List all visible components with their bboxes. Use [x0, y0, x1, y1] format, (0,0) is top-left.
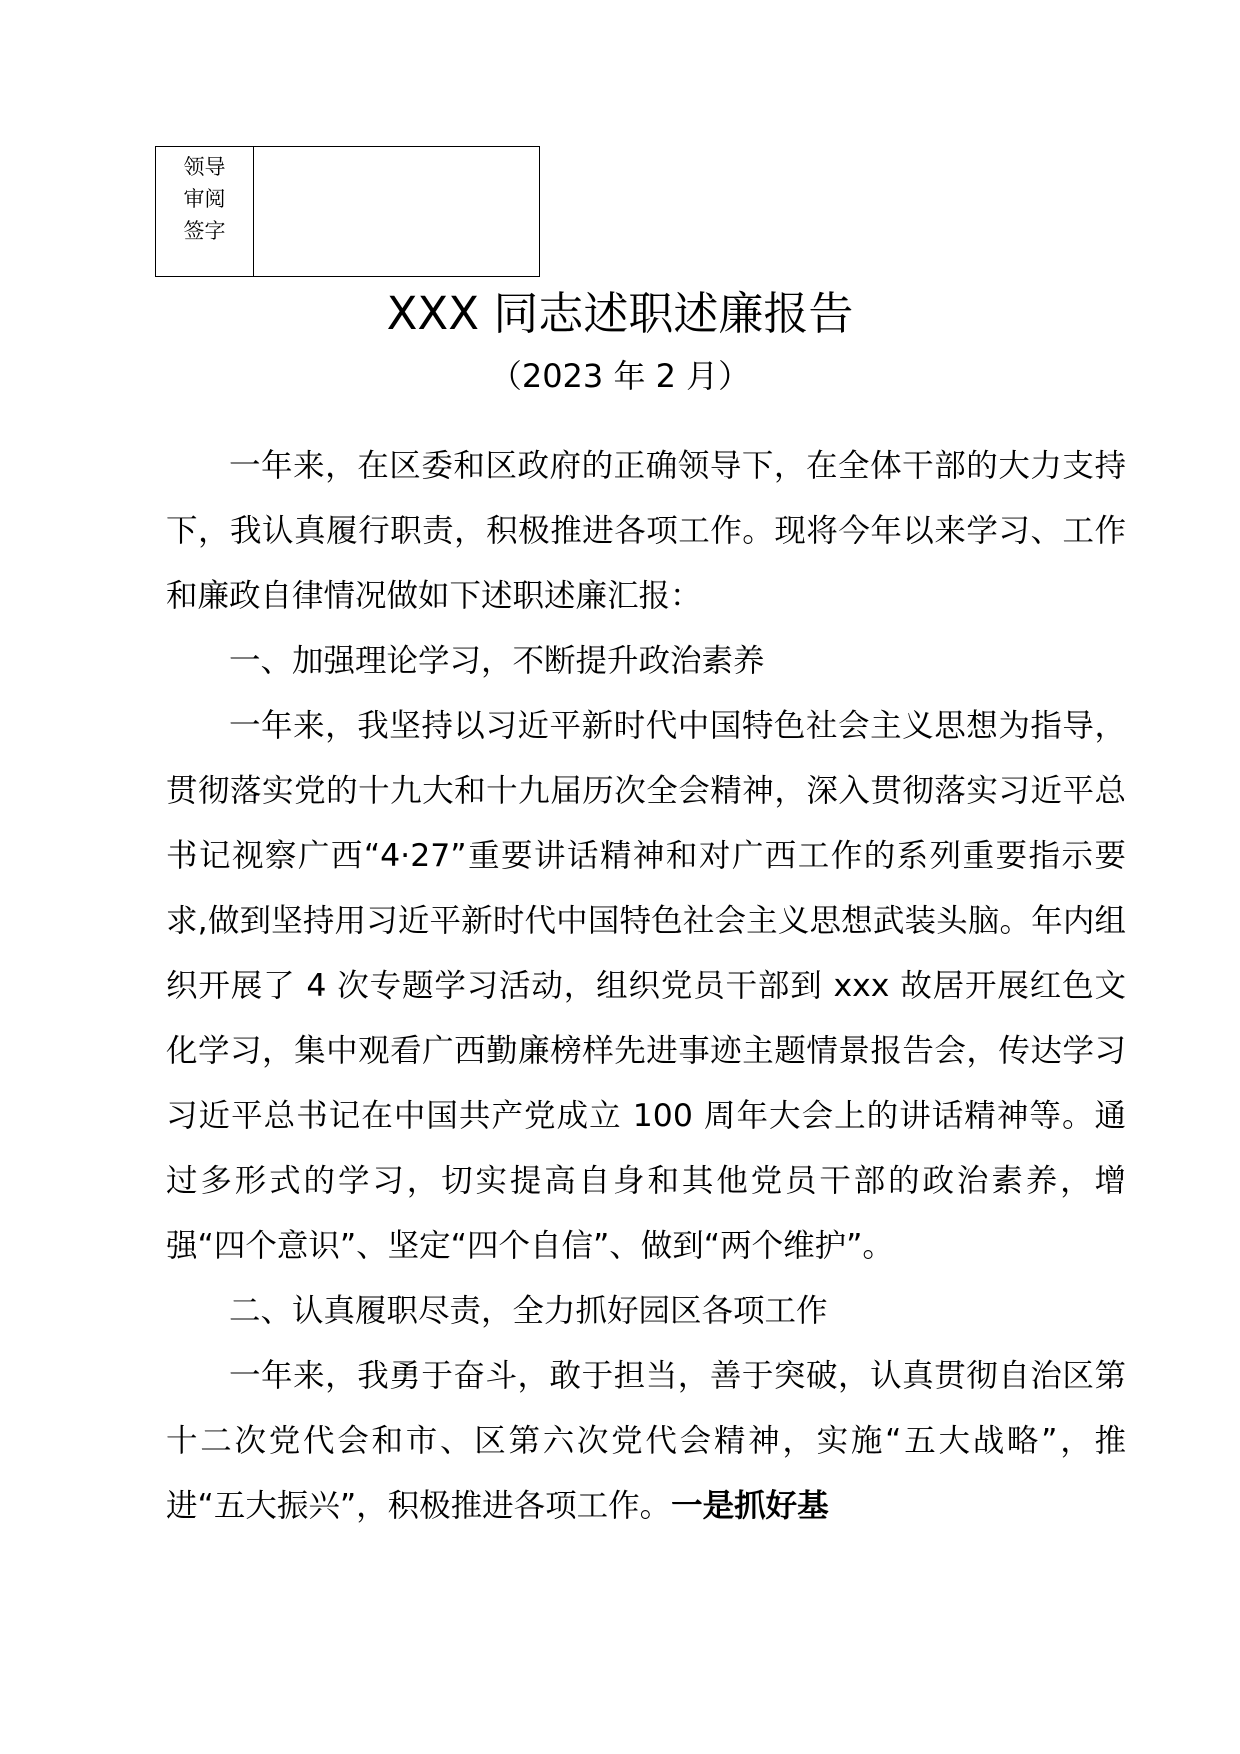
signature-area	[254, 147, 539, 276]
section-paragraph-text: 一年来，我勇于奋斗，敢于担当，善于突破，认真贯彻自治区第十二次党代会和市、区第六次党代会精神，实施“五大战略”，推进“五大振兴”，积极推进各项工作。	[166, 1358, 1126, 1524]
section-heading: 一、加强理论学习，不断提升政治素养	[229, 643, 765, 679]
section-paragraph	[166, 1344, 1126, 1539]
approval-label-cell	[156, 147, 254, 276]
document-title: XXX 同志述职述廉报告	[386, 287, 854, 340]
section-paragraph: 一年来，我坚持以习近平新时代中国特色社会主义思想为指导，贯彻落实党的十九大和十九届历次全会精神，深入贯彻落实习近平总书记视察广西“4·27”重要讲话精神和对广西工作的系列重要指示要求,做到坚持用习近平新时代中国特色社会主义思想武装头脑。年内组织开展了 4 次专题学习活动，组织党员干部到 xxx 故居开展红色文化学习，集中观看广西勤廉榜样先进事迹主题情景报告会，传达学习习近平总书记在中国共产党成立 100 周年大会上的讲话精神等。通过多形式的学习，切实提高自身和其他党员干部的政治素养，增强“四个意识”、坚定“四个自信”、做到“两个维护”。	[166, 708, 1126, 1264]
intro-paragraph: 一年来，在区委和区政府的正确领导下，在全体干部的大力支持下，我认真履行职责，积极推进各项工作。现将今年以来学习、工作和廉政自律情况做如下述职述廉汇报：	[166, 448, 1126, 614]
document-date: （2023 年 2 月）	[489, 357, 751, 395]
section-heading: 二、认真履职尽责，全力抓好园区各项工作	[229, 1293, 828, 1329]
section-paragraph-bold-text: 一是抓好基	[671, 1488, 829, 1524]
approval-label-line: 签字	[183, 219, 226, 243]
approval-signature-box	[155, 146, 540, 277]
document-body	[166, 434, 1126, 1539]
approval-label-line: 审阅	[183, 187, 226, 211]
approval-label-line: 领导	[183, 155, 226, 179]
